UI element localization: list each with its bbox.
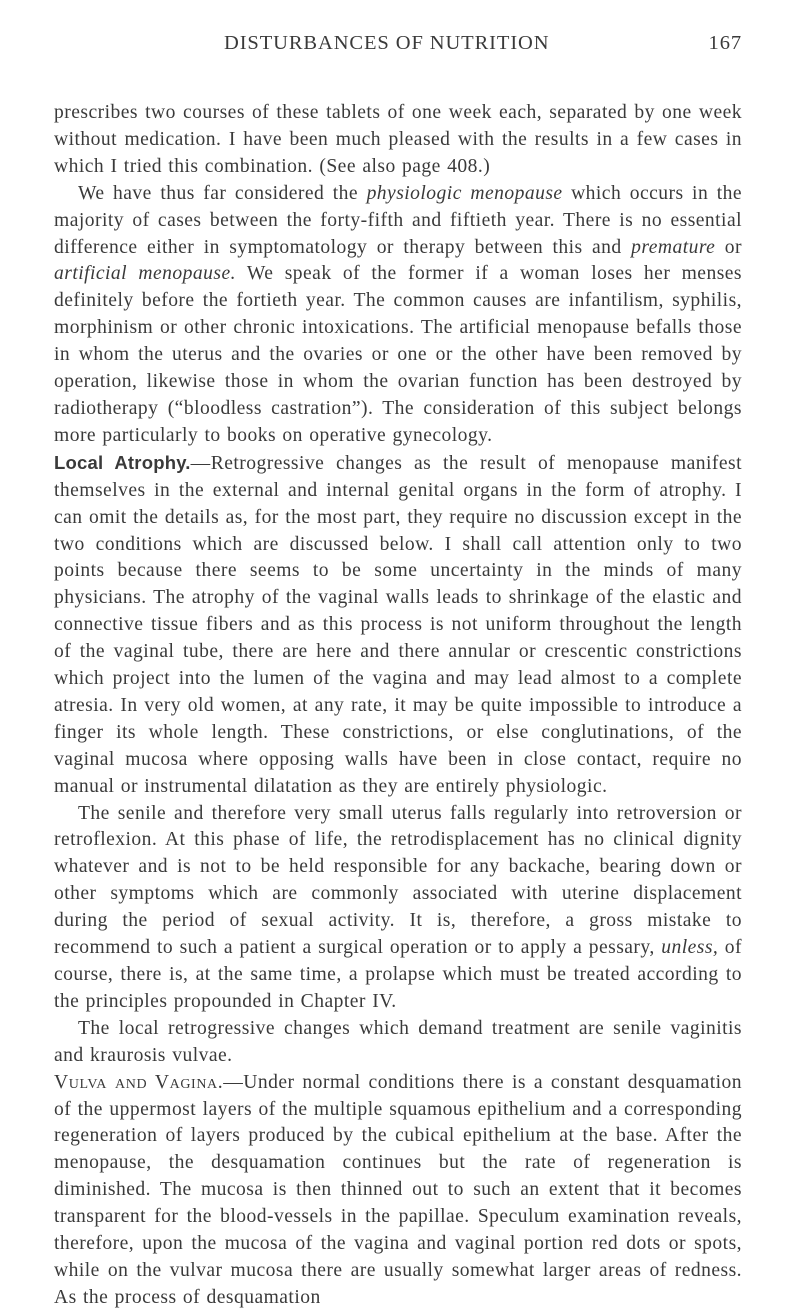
paragraph-2-text-b: which occurs in the majority of cases between the forty-fifth and fiftieth year. There is no essential difference either in symptomatology or therapy between this and: [54, 182, 742, 258]
book-page: [54, 0, 742, 1312]
paragraph-2-text-c: or: [715, 236, 742, 258]
page-number: 167: [708, 32, 742, 54]
paragraph-6-text: —Under normal conditions there is a constant desquamation of the uppermost layers of the multiple squamous epithelium and a corresponding regeneration of layers produced by the cubical epithelium at the base. After the menopause, the desquamation continues but the rate of regeneration is diminished. The mucosa is then thinned out to such an extent that it becomes transparent for the blood-vessels in the papillae. Speculum examination reveals, therefore, upon the mucosa of the vagina and vaginal portion red dots or spots, while on the vulvar mucosa there are usually somewhat larger areas of redness. As the process of desquamation: [54, 1071, 742, 1308]
body-text: [54, 100, 742, 1312]
paragraph-4: [54, 801, 742, 1016]
paragraph-2: [54, 181, 742, 450]
chapter-title: DISTURBANCES OF NUTRITION: [224, 32, 550, 54]
paragraph-1: [54, 100, 742, 181]
physiologic-menopause-term: physiologic menopause: [366, 182, 563, 204]
local-atrophy-heading: Local Atrophy.: [54, 451, 191, 473]
paragraph-2-text-a: We have thus far considered the: [78, 182, 367, 204]
paragraph-4-text-a: The senile and therefore very small uterus falls regularly into retroversion or retroflexion. At this phase of life, the retrodisplacement has no clinical dignity whatever and is not to be held responsible for any backache, bearing down or other symptoms which are commonly associated with uterine displacement during the period of sexual activity. It is, therefore, a gross mistake to recommend to such a patient a surgical operation or to apply a pessary,: [54, 802, 742, 959]
premature-term: premature: [631, 236, 716, 258]
paragraph-6: [54, 1070, 742, 1312]
unless-term: unless,: [661, 937, 719, 959]
paragraph-3-text: —Retrogressive changes as the result of menopause manifest themselves in the external and internal genital organs in the form of atrophy. I can omit the details as, for the most part, they require no discussion except in the two conditions which are discussed below. I shall call attention only to two points because there seems to be some uncertainty in the minds of many physicians. The atrophy of the vaginal walls leads to shrinkage of the elastic and connective tissue fibers and as this process is not uniform throughout the length of the vaginal tube, there are here and there annular or crescentic constrictions which project into the lumen of the vagina and may lead almost to a complete atresia. In very old women, at any rate, it may be quite impossible to introduce a finger its whole length. These constrictions, or else conglutinations, of the vaginal mucosa where opposing walls have been in close contact, require no manual or instrumental dilatation as they are entirely physiologic.: [54, 452, 742, 797]
paragraph-2-text-d: We speak of the former if a woman loses her menses definitely before the fortieth year. The common causes are infantilism, syphilis, morphinism or other chronic intoxications. The artificial menopause befalls those in whom the uterus and the ovaries or one or the other have been removed by operation, likewise those in whom the ovarian function has been destroyed by radiotherapy (“bloodless castration”). The consideration of this subject belongs more particularly to books on operative gynecology.: [54, 263, 742, 446]
paragraph-5-text: The local retrogressive changes which demand treatment are senile vaginitis and kraurosis vulvae.: [54, 1017, 742, 1066]
paragraph-3: [54, 450, 742, 801]
paragraph-1-text: prescribes two courses of these tablets of one week each, separated by one week without medication. I have been much pleased with the results in a few cases in which I tried this combination. (See also page 408.): [54, 102, 742, 177]
paragraph-5: [54, 1016, 742, 1070]
artificial-menopause-term: artificial menopause.: [54, 263, 236, 285]
vulva-vagina-heading: Vulva and Vagina.: [54, 1071, 224, 1093]
paragraph-4-text-b: of course, there is, at the same time, a prolapse which must be treated according to the principles propounded in Chapter IV.: [54, 937, 743, 1012]
running-header: [54, 32, 742, 70]
